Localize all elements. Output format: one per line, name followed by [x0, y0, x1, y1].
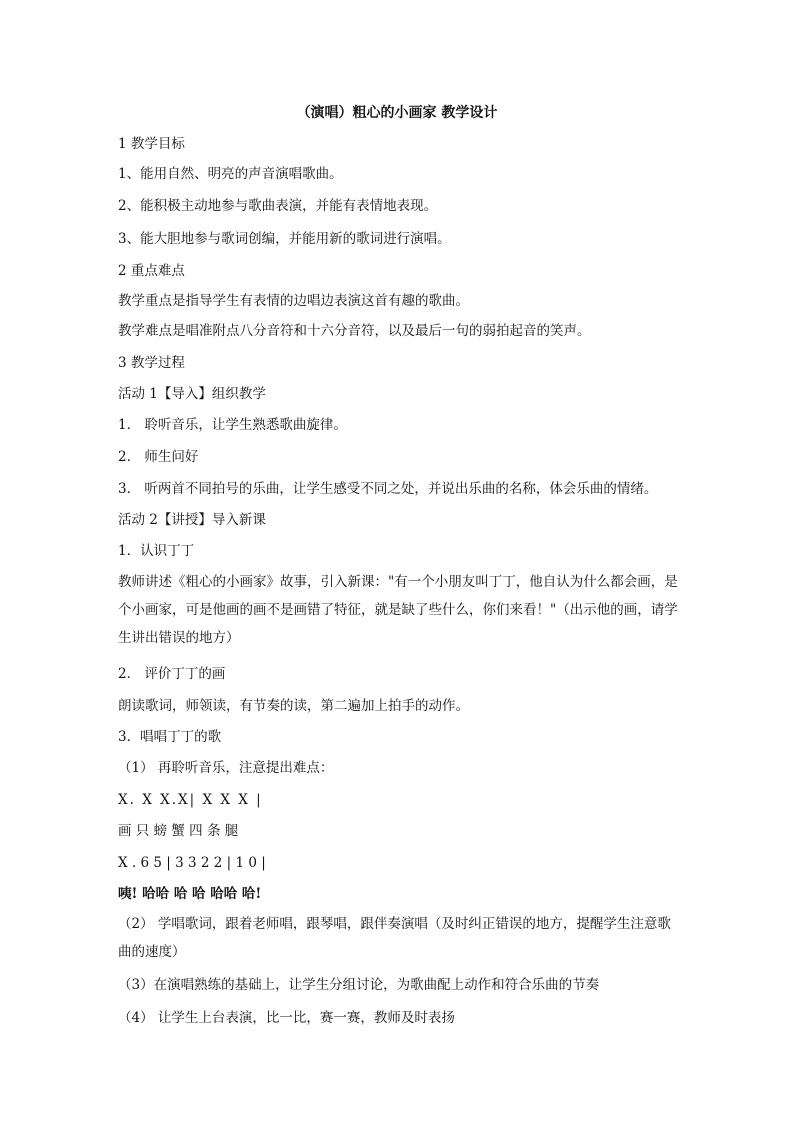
activity-1-step-1: 1． 聆听音乐，让学生熟悉歌曲旋律。 [118, 417, 347, 433]
goal-item-2: 2、能积极主动地参与歌曲表演，并能有表情地表现。 [118, 198, 438, 214]
goal-item-3: 3、能大胆地参与歌词创编，并能用新的歌词进行演唱。 [118, 231, 451, 247]
section-heading-key-points: 2 重点难点 [118, 263, 185, 279]
lyric-line-1: 画 只 螃 蟹 四 条 腿 [118, 823, 239, 839]
activity-1-step-2: 2． 师生问好 [118, 449, 199, 465]
sub-step-2: （2） 学唱歌词，跟着老师唱，跟琴唱，跟伴奏演唱（及时纠正错误的地方，提醒学生注意歌曲的速度） [118, 916, 671, 960]
goal-item-1: 1、能用自然、明亮的声音演唱歌曲。 [118, 166, 343, 182]
rhythm-line-1: X. X X.X| X X X | [118, 792, 263, 808]
document-title: （演唱）粗心的小画家 教学设计 [296, 105, 498, 121]
activity-1-heading: 活动 1【导入】组织教学 [118, 386, 266, 402]
section-heading-goals: 1 教学目标 [118, 136, 185, 152]
sub-step-1: （1） 再聆听音乐，注意提出难点： [118, 760, 334, 776]
sub-step-3: （3）在演唱熟练的基础上，让学生分组讨论，为歌曲配上动作和符合乐曲的节奏 [118, 977, 600, 993]
rhythm-line-2: X . 6 5 | 3 3 2 2 | 1 0 | [118, 855, 266, 871]
activity-2-step-2: 2． 评价丁丁的画 [118, 666, 226, 682]
key-point-text: 教学重点是指导学生有表情的边唱边表演这首有趣的歌曲。 [118, 293, 469, 309]
activity-2-heading: 活动 2【讲授】导入新课 [118, 512, 266, 528]
story-paragraph: 教师讲述《粗心的小画家》故事，引入新课："有一个小朋友叫丁丁，他自认为什么都会画，是个小画家，可是他画的画不是画错了特征，就是缺了些什么，你们来看！"（出示他的画，请学生讲出错误的地方） [118, 574, 678, 646]
activity-2-step-1: 1．认识丁丁 [118, 543, 195, 559]
activity-2-step-3: 3．唱唱丁丁的歌 [118, 729, 222, 745]
lyric-line-2: 咦! 哈哈 哈 哈 哈哈 哈! [118, 886, 262, 902]
difficult-point-text: 教学难点是唱准附点八分音符和十六分音符，以及最后一句的弱拍起音的笑声。 [118, 323, 591, 339]
activity-1-step-3: 3． 听两首不同拍号的乐曲，让学生感受不同之处，并说出乐曲的名称，体会乐曲的情绪。 [118, 481, 658, 497]
section-heading-process: 3 教学过程 [118, 355, 185, 371]
sub-step-4: （4） 让学生上台表演，比一比，赛一赛，教师及时表扬 [118, 1010, 455, 1026]
reading-instruction: 朗读歌词，师领读，有节奏的读，第二遍加上拍手的动作。 [118, 698, 469, 714]
